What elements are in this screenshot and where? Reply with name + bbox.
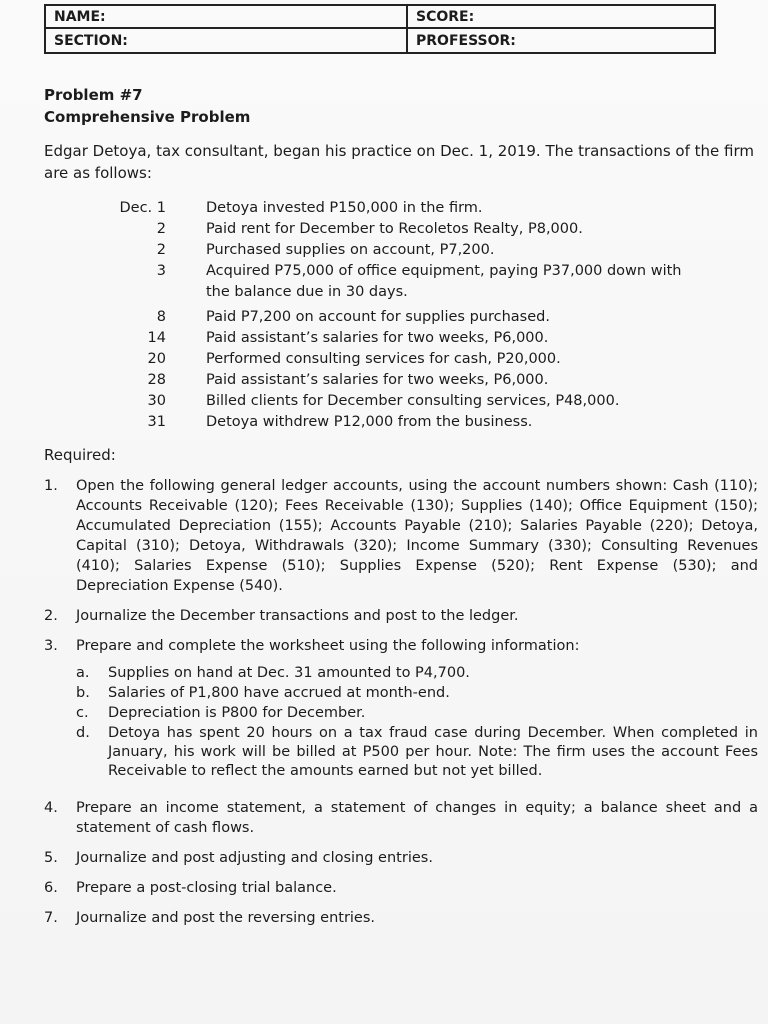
requirement-text: Journalize and post the reversing entries. [76, 910, 376, 926]
info-letter: d. [76, 725, 90, 741]
transaction-text: Paid rent for December to Recoletos Realty, P8,000. [206, 221, 583, 237]
transaction-date: 30 [147, 393, 166, 409]
header-box [44, 4, 716, 54]
info-letter: a. [76, 665, 90, 681]
requirement-text: Prepare and complete the worksheet using the following information: [76, 638, 580, 654]
info-text: Supplies on hand at Dec. 31 amounted to P4,700. [108, 665, 470, 681]
requirement-item [44, 848, 758, 868]
requirement-item [44, 636, 758, 782]
transactions-list [100, 198, 700, 433]
transaction-row [100, 412, 700, 433]
transaction-text: Detoya invested P150,000 in the firm. [206, 200, 483, 216]
requirement-body [76, 636, 758, 782]
info-text: Detoya has spent 20 hours on a tax fraud case during December. When completed in January, his work will be billed at P500 per hour. Note: The firm uses the account Fees Receivable to reflect the amounts earned but not yet billed. [108, 725, 758, 779]
transaction-date: Dec. 1 [119, 200, 166, 216]
problem-subtitle: Comprehensive Problem [44, 108, 251, 126]
transaction-date: 31 [147, 414, 166, 430]
transaction-row [100, 349, 700, 370]
requirement-number: 5. [44, 850, 58, 866]
transaction-date: 14 [147, 330, 166, 346]
score-field: SCORE: [408, 6, 714, 29]
transaction-text: Paid P7,200 on account for supplies purchased. [206, 309, 550, 325]
section-field: SECTION: [46, 29, 408, 52]
info-text: Salaries of P1,800 have accrued at month-end. [108, 685, 450, 701]
worksheet-info-item [76, 664, 758, 683]
requirement-text: Prepare an income statement, a statement of changes in equity; a balance sheet and a statement of cash flows. [76, 800, 758, 836]
requirements-list [44, 476, 758, 938]
requirement-number: 6. [44, 880, 58, 896]
transaction-date: 2 [156, 242, 166, 258]
worksheet-info-list [76, 664, 758, 781]
transaction-text: Acquired P75,000 of office equipment, paying P37,000 down with the balance due in 30 days. [206, 263, 682, 300]
required-heading: Required: [44, 446, 116, 464]
requirement-text: Open the following general ledger accounts, using the account numbers shown: Cash (110); Accounts Receivable (120); Fees Receivable (130); Supplies (140); Office Equipment (150); Accumulated Depreciation (155); Accounts Payable (210); Salaries Payable (220); Detoya, Capital (310); Detoya, Withdrawals (320); Income Summary (330); Consulting Revenues (410); Salaries Expense (510); Supplies Expense (520); Rent Expense (530); and Depreciation Expense (540). [76, 478, 758, 594]
requirement-text: Journalize and post adjusting and closing entries. [76, 850, 433, 866]
info-text: Depreciation is P800 for December. [108, 705, 366, 721]
requirement-item [44, 878, 758, 898]
transaction-text: Purchased supplies on account, P7,200. [206, 242, 495, 258]
transaction-row [100, 328, 700, 349]
transaction-row [100, 261, 700, 303]
requirement-item [44, 908, 758, 928]
intro-paragraph: Edgar Detoya, tax consultant, began his practice on Dec. 1, 2019. The transactions of the firm are as follows: [44, 142, 755, 182]
requirement-number: 1. [44, 478, 58, 494]
requirement-item [44, 798, 758, 838]
transaction-row [100, 370, 700, 391]
requirement-number: 3. [44, 638, 58, 654]
transaction-row [100, 391, 700, 412]
transaction-date: 3 [156, 263, 166, 279]
transaction-text: Paid assistant’s salaries for two weeks, P6,000. [206, 372, 549, 388]
professor-field: PROFESSOR: [416, 32, 516, 49]
info-letter: b. [76, 685, 90, 701]
transaction-date: 28 [147, 372, 166, 388]
problem-number: Problem #7 [44, 86, 143, 104]
requirement-number: 4. [44, 800, 58, 816]
transaction-text: Billed clients for December consulting services, P48,000. [206, 393, 620, 409]
name-field: NAME: [46, 6, 408, 29]
requirement-number: 2. [44, 608, 58, 624]
requirement-text: Prepare a post-closing trial balance. [76, 880, 337, 896]
requirement-number: 7. [44, 910, 58, 926]
transaction-text: Performed consulting services for cash, P20,000. [206, 351, 561, 367]
transaction-row [100, 240, 700, 261]
transaction-date: 20 [147, 351, 166, 367]
requirement-item [44, 476, 758, 596]
transaction-row [100, 307, 700, 328]
transaction-date: 8 [156, 309, 166, 325]
transaction-text: Detoya withdrew P12,000 from the business. [206, 414, 533, 430]
transaction-text: Paid assistant’s salaries for two weeks, P6,000. [206, 330, 549, 346]
transaction-row [100, 198, 700, 219]
transaction-row [100, 219, 700, 240]
worksheet-info-item [76, 684, 758, 703]
info-letter: c. [76, 705, 89, 721]
transaction-date: 2 [156, 221, 166, 237]
worksheet-info-item [76, 704, 758, 723]
requirement-text: Journalize the December transactions and post to the ledger. [76, 608, 519, 624]
worksheet-info-item [76, 724, 758, 781]
requirement-item [44, 606, 758, 626]
